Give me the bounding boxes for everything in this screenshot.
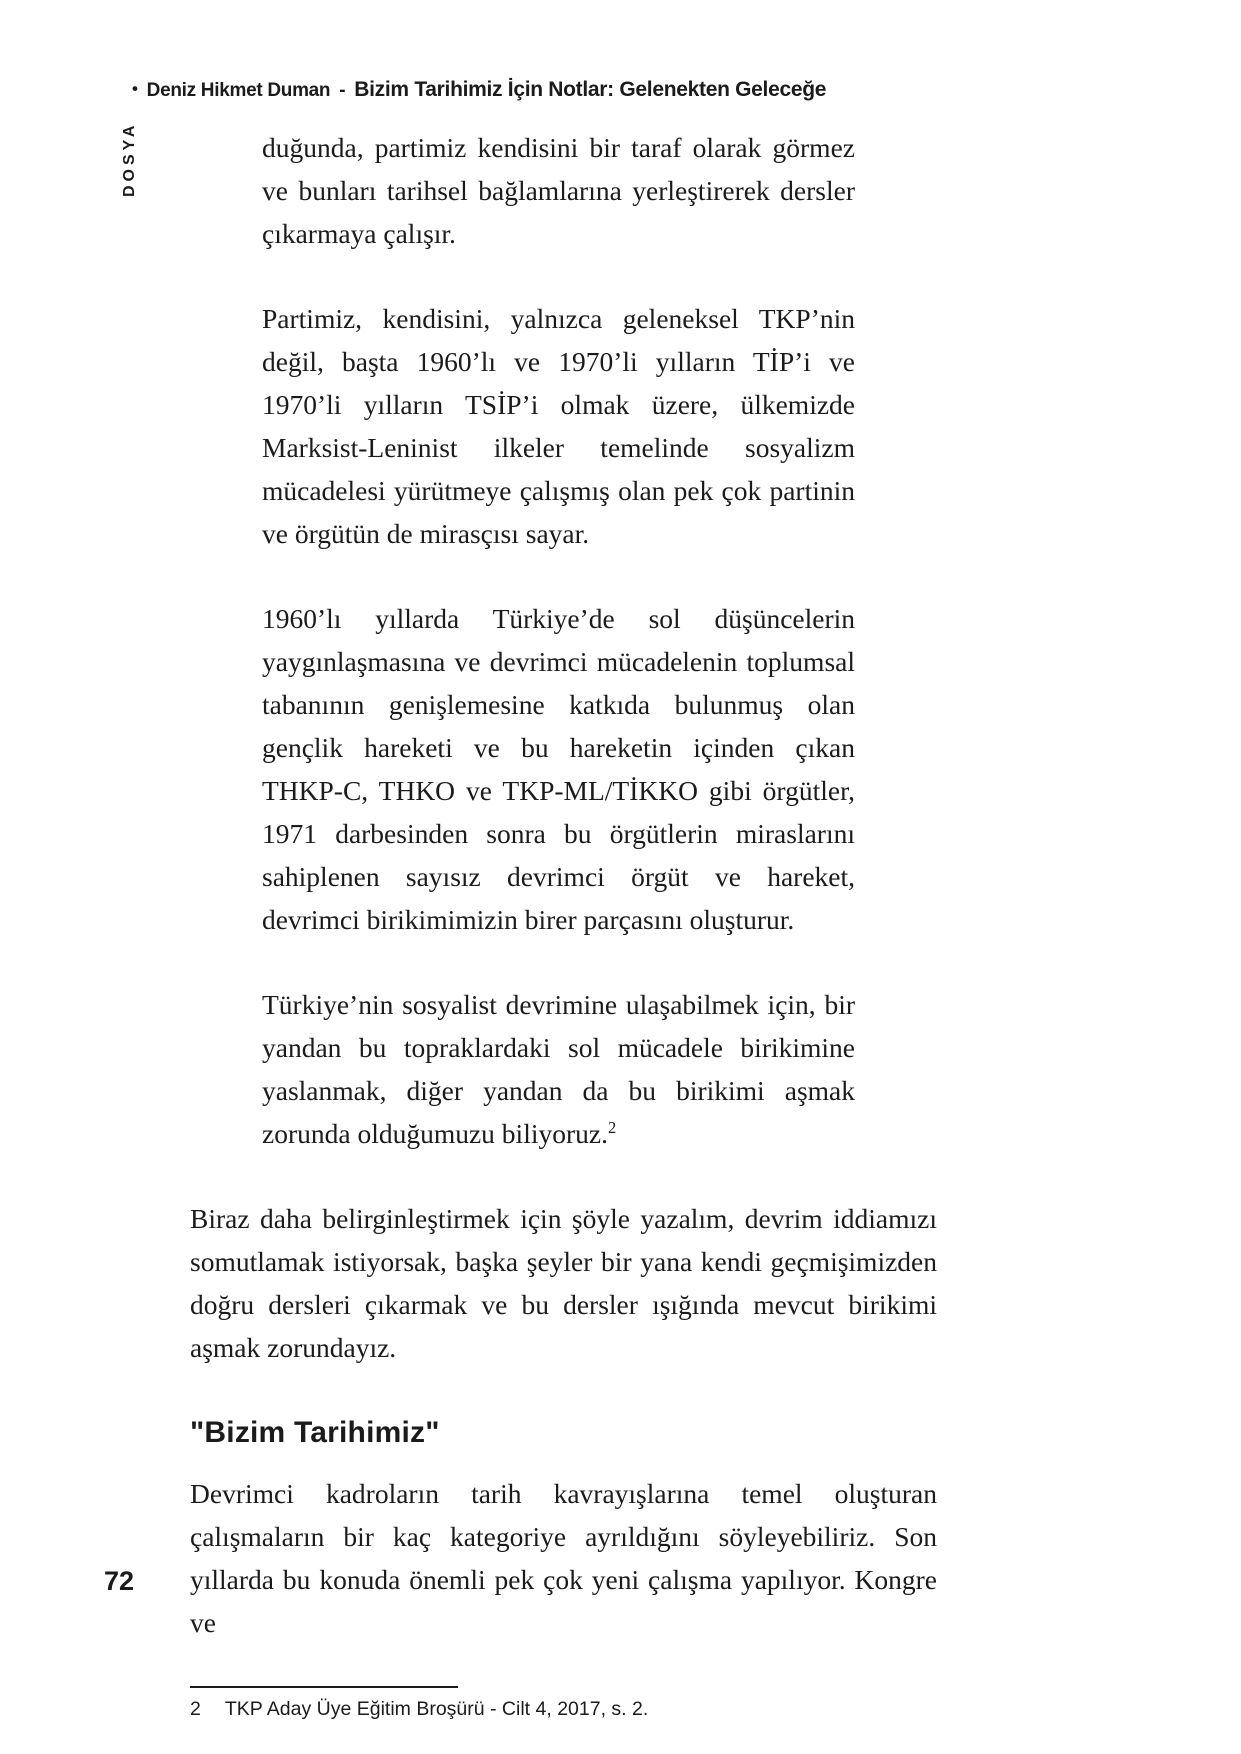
header-separator: - [339, 80, 346, 101]
quote-block-4 [190, 983, 937, 1155]
quote-block-3: 1960’lı yıllarda Türkiye’de sol düşüncelerin yaygınlaşmasına ve devrimci mücadelenin toplumsal tabanının genişlemesine katkıda bulunmuş olan gençlik hareketi ve bu hareketin içinden çıkan THKP-C, THKO ve TKP-ML/TİKKO gibi örgütler, 1971 darbesinden sonra bu örgütlerin miraslarını sahiplenen sayısız devrimci örgüt ve hareket, devrimci birikimimizin birer parçasını oluşturur. [262, 603, 855, 935]
footnote-area [190, 1686, 937, 1723]
page-number: 72 [104, 1566, 135, 1596]
footnote-number: 2 [190, 1698, 201, 1720]
quote-block-2: Partimiz, kendisini, yalnızca geleneksel TKP’nin değil, başta 1960’lı ve 1970’li yılların TİP’i ve 1970’li yılların TSİP’i olmak üzere, ülkemizde Marksist-Leninist ilkeler temelinde sosyalizm mücadelesi yürütmeye çalışmış olan pek çok partinin ve örgütün de mirasçısı sayar. [262, 303, 855, 549]
footnote-reference-marker: 2 [607, 1117, 617, 1137]
header-title: Bizim Tarihimiz İçin Notlar: Gelenekten Geleceğe [354, 78, 827, 101]
sidebar-vertical-label: DOSYA [121, 121, 138, 197]
footnote-rule [190, 1686, 458, 1688]
quote-block-1: duğunda, partimiz kendisini bir taraf olarak görmez ve bunları tarihsel bağlamlarına yerleştirerek dersler çıkarmaya çalışır. [262, 132, 855, 249]
body-paragraph-1: Biraz daha belirginleştirmek için şöyle yazalım, devrim iddiamızı somutlamak istiyorsak, başka şeyler bir yana kendi geçmişimizden doğru dersleri çıkarmak ve bu dersler ışığında mevcut birikimi aşmak zorundayız. [190, 1203, 937, 1363]
header-author: Deniz Hikmet Duman [146, 80, 331, 101]
footnote-text: TKP Aday Üye Eğitim Broşürü - Cilt 4, 2017, s. 2. [224, 1698, 649, 1720]
running-header [132, 78, 826, 102]
quote-block-4-text: Türkiye’nin sosyalist devrimine ulaşabilmek için, bir yandan bu topraklardaki sol mücadele birikimine yaslanmak, diğer yandan da bu birikimi aşmak zorunda olduğumuzu biliyoruz. [262, 989, 855, 1149]
body-paragraph-2: Devrimci kadroların tarih kavrayışlarına temel oluşturan çalışmaların bir kaç kategoriye ayrıldığını söyleyebiliriz. Son yıllarda bu konuda önemli pek çok yeni çalışma yapılıyor. Kongre ve [190, 1478, 937, 1638]
footnote-line [190, 1695, 937, 1723]
section-heading: "Bizim Tarihimiz" [190, 1416, 440, 1449]
header-bullet-icon: • [132, 79, 138, 98]
main-text-column [190, 126, 937, 1723]
